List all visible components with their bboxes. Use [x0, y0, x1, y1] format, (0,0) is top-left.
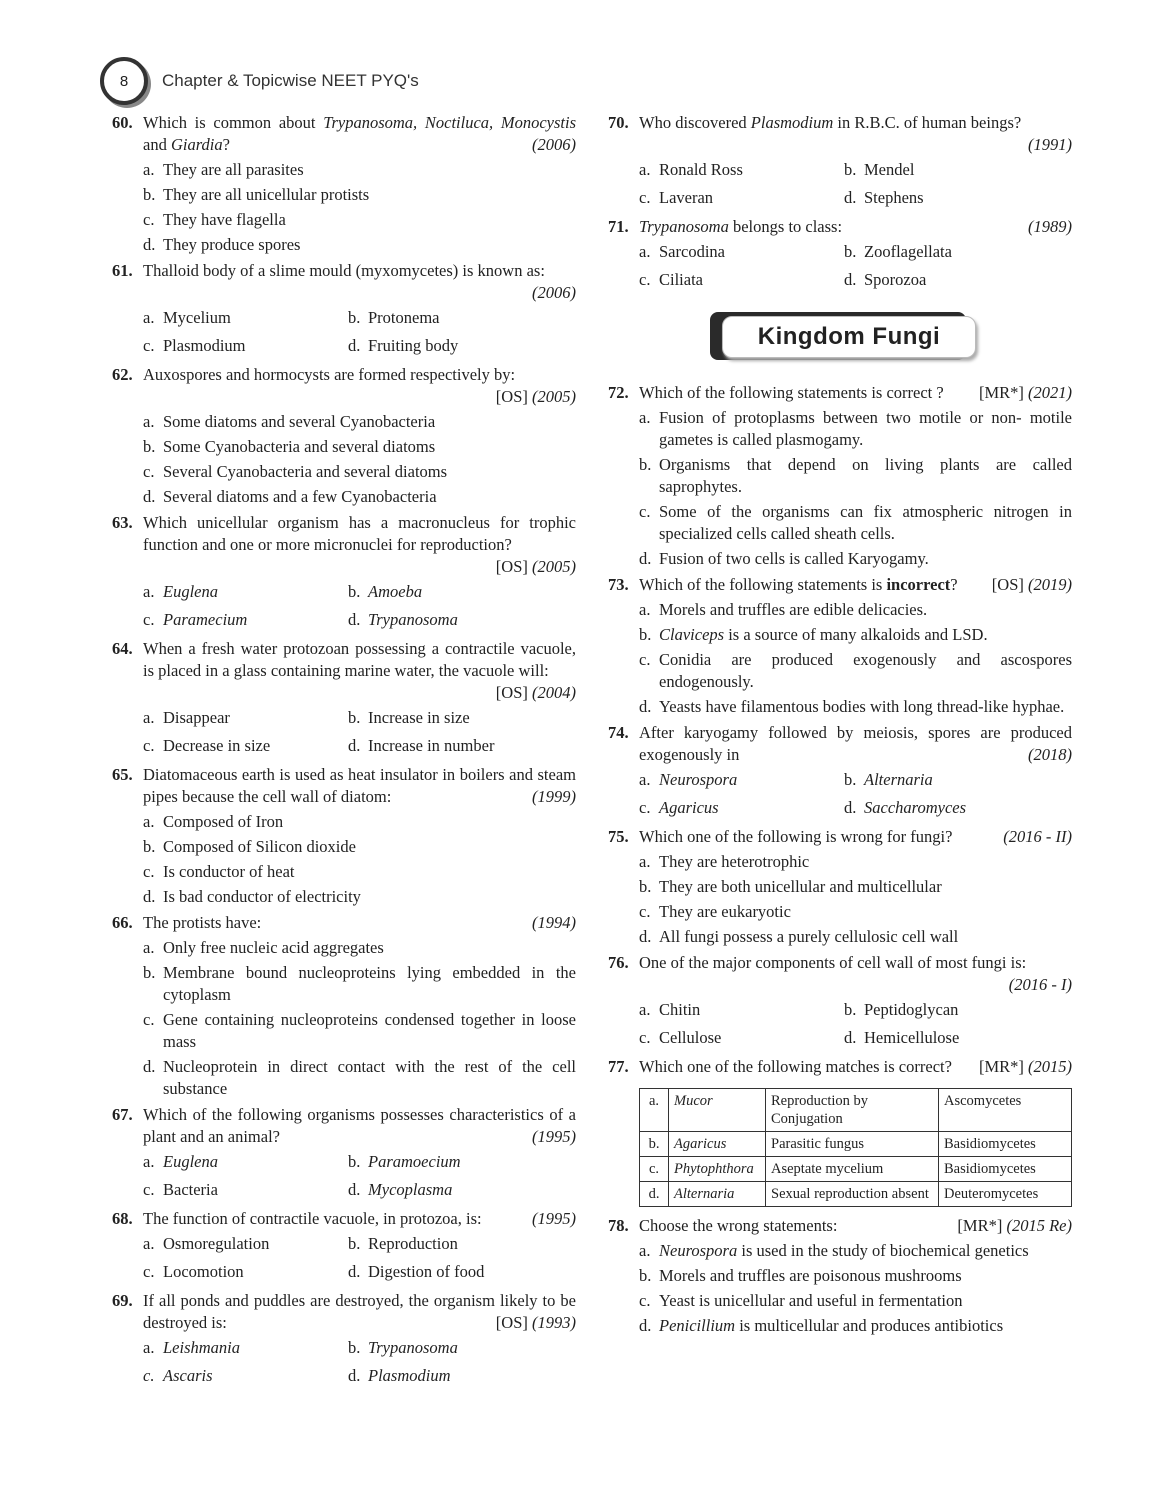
options	[143, 307, 576, 360]
year-tag: (2006)	[532, 135, 576, 154]
option-b: b. Protonema	[348, 308, 440, 327]
year-tag: (2016 - II)	[1003, 827, 1072, 846]
left-column	[112, 112, 576, 1394]
option-b: b. Paramoecium	[348, 1152, 461, 1171]
options	[639, 1240, 1072, 1337]
option-d: d. Fruiting body	[348, 336, 459, 355]
option-d: d. Yeasts have filamentous bodies with long thread-like hyphae.	[639, 697, 1065, 716]
option-c: c. They have flagella	[143, 210, 286, 229]
question-text: Which unicellular organism has a macronucleus for trophic function and one or more micronuclei for reproduction?	[143, 513, 576, 554]
option-a: a. Sarcodina	[639, 242, 725, 261]
question-number: 65.	[112, 765, 133, 784]
option-a: a. Morels and truffles are edible delicacies.	[639, 600, 928, 619]
question-text: Diatomaceous earth is used as heat insulator in boilers and steam pipes because the cell wall of diatom:	[143, 765, 576, 806]
question-text: Which of the following organisms possesses characteristics of a plant and an animal?	[143, 1105, 576, 1146]
year-tag: [OS] (2005)	[495, 557, 576, 576]
question-number: 74.	[608, 723, 629, 742]
year-tag: (1999)	[532, 787, 576, 806]
year-tag: (1995)	[532, 1209, 576, 1228]
options	[143, 411, 576, 508]
option-a: a. Osmoregulation	[143, 1234, 270, 1253]
option-a: a. Only free nucleic acid aggregates	[143, 938, 384, 957]
question-78	[608, 1215, 1072, 1337]
question-number: 64.	[112, 639, 133, 658]
question-75	[608, 826, 1072, 948]
options	[639, 599, 1072, 718]
question-text: Thalloid body of a slime mould (myxomycetes) is known as:	[143, 261, 545, 280]
options	[639, 159, 1072, 212]
options	[143, 1233, 576, 1286]
year-tag: [MR*] (2021)	[978, 383, 1072, 402]
question-number: 69.	[112, 1291, 133, 1310]
options	[639, 769, 1072, 822]
year-tag: (1994)	[532, 913, 576, 932]
question-number: 63.	[112, 513, 133, 532]
table-row: c. Phytophthora Aseptate mycelium Basidiomycetes	[640, 1157, 1072, 1182]
option-c: c. Gene containing nucleoproteins condensed together in loose mass	[143, 1010, 576, 1051]
option-c: c. Ciliata	[639, 270, 703, 289]
option-b: b. Trypanosoma	[348, 1338, 458, 1357]
organism-name: Plasmodium	[750, 113, 834, 132]
page-number: 8	[100, 57, 148, 105]
option-b: b. Zooflagellata	[844, 242, 952, 261]
option-c: c. Ascaris	[143, 1366, 213, 1385]
year-tag: (1989)	[1028, 217, 1072, 236]
question-number: 68.	[112, 1209, 133, 1228]
option-d: d. Plasmodium	[348, 1366, 451, 1385]
year-tag: (2018)	[1028, 745, 1072, 764]
question-number: 67.	[112, 1105, 133, 1124]
question-text: If all ponds and puddles are destroyed, the organism likely to be destroyed is:	[143, 1291, 576, 1332]
option-c: c. Bacteria	[143, 1180, 218, 1199]
question-text: Which of the following statements is	[639, 575, 887, 594]
question-67	[112, 1104, 576, 1204]
question-63	[112, 512, 576, 634]
option-d: d. Penicillium is multicellular and produces antibiotics	[639, 1316, 1004, 1335]
option-c: c. Yeast is unicellular and useful in fermentation	[639, 1291, 963, 1310]
option-a: a. Neurospora	[639, 770, 738, 789]
year-tag: [OS] (2019)	[991, 575, 1072, 594]
option-d: d. Mycoplasma	[348, 1180, 453, 1199]
option-c: c. They are eukaryotic	[639, 902, 791, 921]
option-b: b. Some Cyanobacteria and several diatoms	[143, 437, 436, 456]
option-a: a. Mycelium	[143, 308, 231, 327]
options	[143, 811, 576, 908]
question-text: in R.B.C. of human beings?	[833, 113, 1022, 132]
table-row: b. Agaricus Parasitic fungus Basidiomycetes	[640, 1132, 1072, 1157]
option-a: a. Composed of Iron	[143, 812, 284, 831]
option-c: c. Decrease in size	[143, 736, 271, 755]
option-a: a. Euglena	[143, 1152, 218, 1171]
year-tag: (1995)	[532, 1127, 576, 1146]
question-74	[608, 722, 1072, 822]
option-c: c. Some of the organisms can fix atmospheric nitrogen in specialized cells called sheath cells.	[639, 502, 1072, 543]
option-d: d. Sporozoa	[844, 270, 927, 289]
page-header	[100, 56, 419, 106]
option-b: b. Morels and truffles are poisonous mushrooms	[639, 1266, 962, 1285]
option-d: d. Increase in number	[348, 736, 495, 755]
option-c: c. Plasmodium	[143, 336, 246, 355]
question-text: Which one of the following matches is correct?	[639, 1057, 952, 1076]
match-table	[639, 1088, 1072, 1207]
question-number: 75.	[608, 827, 629, 846]
question-62	[112, 364, 576, 508]
option-b: b. Increase in size	[348, 708, 470, 727]
option-b: b. Amoeba	[348, 582, 423, 601]
question-text: The function of contractile vacuole, in protozoa, is:	[143, 1209, 482, 1228]
option-b: b. Claviceps is a source of many alkaloids and LSD.	[639, 625, 988, 644]
question-number: 71.	[608, 217, 629, 236]
option-a: a. Leishmania	[143, 1338, 241, 1357]
option-a: a. They are heterotrophic	[639, 852, 810, 871]
question-text: belongs to class:	[728, 217, 843, 236]
option-b: b. Peptidoglycan	[844, 1000, 959, 1019]
question-text: ?	[222, 135, 230, 154]
question-text: and	[143, 135, 171, 154]
options	[639, 851, 1072, 948]
option-c: c. Agaricus	[639, 798, 719, 817]
year-tag: (2016 - I)	[1008, 975, 1072, 994]
year-tag: [MR*] (2015)	[978, 1057, 1072, 1076]
table-row: d. Alternaria Sexual reproduction absent Deuteromycetes	[640, 1182, 1072, 1207]
question-text: Who discovered	[639, 113, 751, 132]
option-c: c. Laveran	[639, 188, 714, 207]
options	[143, 1337, 576, 1390]
option-c: c. Paramecium	[143, 610, 248, 629]
option-b: b. Alternaria	[844, 770, 933, 789]
question-text: Which is common about	[143, 113, 324, 132]
option-c: c. Several Cyanobacteria and several diatoms	[143, 462, 448, 481]
option-b: b. Composed of Silicon dioxide	[143, 837, 356, 856]
organism-name: Giardia	[170, 135, 223, 154]
option-a: a. Ronald Ross	[639, 160, 743, 179]
question-number: 66.	[112, 913, 133, 932]
question-text: Which of the following statements is correct ?	[639, 383, 944, 402]
option-b: b. Mendel	[844, 160, 915, 179]
option-c: c. Conidia are produced exogenously and ascospores endogenously.	[639, 650, 1072, 691]
question-70	[608, 112, 1072, 212]
options	[143, 159, 576, 256]
options	[143, 581, 576, 634]
option-c: c. Is conductor of heat	[143, 862, 295, 881]
option-c: c. Locomotion	[143, 1262, 244, 1281]
option-d: d. Saccharomyces	[844, 798, 967, 817]
question-76	[608, 952, 1072, 1052]
options	[639, 407, 1072, 570]
question-71	[608, 216, 1072, 294]
right-column	[608, 112, 1072, 1341]
question-61	[112, 260, 576, 360]
option-a: a. Chitin	[639, 1000, 701, 1019]
question-number: 61.	[112, 261, 133, 280]
question-text: After karyogamy followed by meiosis, spores are produced exogenously in	[639, 723, 1072, 764]
option-b: b. Membrane bound nucleoproteins lying embedded in the cytoplasm	[143, 963, 576, 1004]
question-number: 70.	[608, 113, 629, 132]
question-number: 77.	[608, 1057, 629, 1076]
year-tag: (1991)	[1028, 135, 1072, 154]
question-number: 76.	[608, 953, 629, 972]
year-tag: [OS] (2005)	[495, 387, 576, 406]
option-c: c. Cellulose	[639, 1028, 722, 1047]
question-text: Which one of the following is wrong for fungi?	[639, 827, 953, 846]
question-68	[112, 1208, 576, 1286]
option-d: d. They produce spores	[143, 235, 301, 254]
book-title: Chapter & Topicwise NEET PYQ's	[162, 71, 419, 90]
option-a: a. Fusion of protoplasms between two motile or non- motile gametes is called plasmogamy.	[639, 408, 1072, 449]
question-77	[608, 1056, 1072, 1207]
section-header	[608, 312, 1072, 360]
options	[143, 707, 576, 760]
year-tag: [OS] (1993)	[495, 1313, 576, 1332]
year-tag: [OS] (2004)	[495, 683, 576, 702]
question-65	[112, 764, 576, 908]
option-b: b. They are both unicellular and multicellular	[639, 877, 942, 896]
question-66	[112, 912, 576, 1100]
option-b: b. Organisms that depend on living plants are called saprophytes.	[639, 455, 1072, 496]
option-a: a. They are all parasites	[143, 160, 304, 179]
year-tag: (2006)	[532, 283, 576, 302]
question-number: 62.	[112, 365, 133, 384]
emphasis: incorrect	[886, 575, 951, 594]
question-64	[112, 638, 576, 760]
section-title: Kingdom Fungi	[722, 316, 976, 358]
organism-names: Trypanosoma, Noctiluca, Monocystis	[323, 113, 577, 132]
question-60	[112, 112, 576, 256]
option-d: d. Stephens	[844, 188, 924, 207]
option-d: d. Fusion of two cells is called Karyogamy.	[639, 549, 929, 568]
options	[639, 241, 1072, 294]
question-72	[608, 382, 1072, 570]
option-a: a. Disappear	[143, 708, 230, 727]
option-d: d. Nucleoprotein in direct contact with the rest of the cell substance	[143, 1057, 576, 1098]
options	[639, 999, 1072, 1052]
organism-name: Trypanosoma	[639, 217, 729, 236]
year-tag: [MR*] (2015 Re)	[957, 1216, 1072, 1235]
question-73	[608, 574, 1072, 718]
option-b: b. Reproduction	[348, 1234, 458, 1253]
question-number: 73.	[608, 575, 629, 594]
options	[143, 937, 576, 1100]
options	[143, 1151, 576, 1204]
option-d: d. Trypanosoma	[348, 610, 458, 629]
option-b: b. They are all unicellular protists	[143, 185, 370, 204]
question-text: ?	[950, 575, 958, 594]
option-d: d. All fungi possess a purely cellulosic cell wall	[639, 927, 959, 946]
option-d: d. Hemicellulose	[844, 1028, 960, 1047]
option-a: a. Neurospora is used in the study of biochemical genetics	[639, 1241, 1029, 1260]
question-69	[112, 1290, 576, 1390]
question-number: 60.	[112, 113, 133, 132]
option-d: d. Digestion of food	[348, 1262, 485, 1281]
question-text: Choose the wrong statements:	[639, 1216, 838, 1235]
option-d: d. Several diatoms and a few Cyanobacteria	[143, 487, 437, 506]
option-d: d. Is bad conductor of electricity	[143, 887, 361, 906]
question-number: 78.	[608, 1216, 629, 1235]
question-text: When a fresh water protozoan possessing a contractile vacuole, is placed in a glass containing marine water, the vacuole will:	[143, 639, 576, 680]
table-row: a. Mucor Reproduction by Conjugation Ascomycetes	[640, 1089, 1072, 1132]
question-text: The protists have:	[143, 913, 262, 932]
option-a: a. Euglena	[143, 582, 218, 601]
question-number: 72.	[608, 383, 629, 402]
question-text: One of the major components of cell wall of most fungi is:	[639, 953, 1027, 972]
question-text: Auxospores and hormocysts are formed respectively by:	[143, 365, 516, 384]
option-a: a. Some diatoms and several Cyanobacteria	[143, 412, 436, 431]
